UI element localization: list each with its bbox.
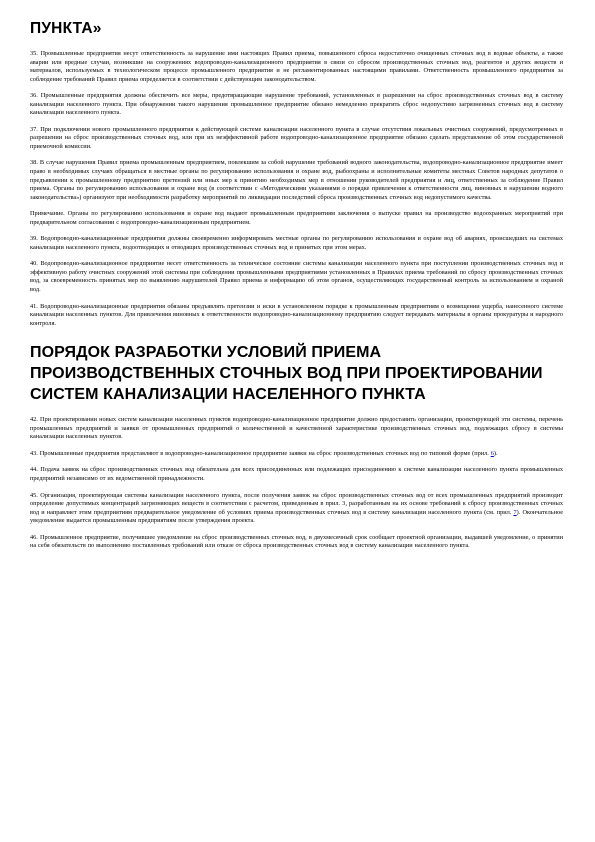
paragraph-43	[30, 450, 563, 459]
section-heading: ПОРЯДОК РАЗРАБОТКИ УСЛОВИЙ ПРИЕМА ПРОИЗВОДСТВЕННЫХ СТОЧНЫХ ВОД ПРИ ПРОЕКТИРОВАНИИ СИСТЕМ КАНАЛИЗАЦИИ НАСЕЛЕННОГО ПУНКТА	[30, 344, 543, 404]
paragraph-45-text: 45. Организация, проектирующая системы канализации населенного пункта, после получения заявок на сброс производственных сточных вод от всех промышленных предприятий производит определение допустимых концентраций загрязняющих веществ в соответствии с расчетом, приведенным в прил. 3, разработанным на их основе требований к сбросу производственных сточных вод и направляет этим предприятиям предварительное уведомление об условиях приема производственных сточных вод в систему канализации населенного пункта (см. прил.	[30, 491, 563, 516]
paragraph-46: 46. Промышленное предприятие, получившее уведомление на сброс производственных сточных вод, в двухмесячный срок сообщает проектной организации, выдавшей уведомление, о принятии на себя обязательств по выполнению поставленных требований или отказе от сброса производственных сточных вод в систему канализации населенного пункта.	[30, 533, 563, 550]
paragraph-44: 44. Подача заявок на сброс производственных сточных вод обязательна для всех присоединенных или подлежащих присоединению к системе канализации населенного пункта промышленных предприятий независимо от их ведомственной принадлежности.	[30, 466, 563, 482]
paragraph-43-end: ).	[493, 449, 498, 457]
paragraph-38: 38. В случае нарушения Правил приема промышленным предприятием, повлекшим за собой нарушение требований водного законодательства, водопроводно-канализационное предприятие имеет право в необходимых случаях обращаться в местные органы по регулированию использования и охране вод, рыбоохраны и исполнительные комитеты местных Советов народных депутатов о предъявлении к промышленному предприятию претензий или иных мер к принятию необходимых мер в отношении руководителей предприятия и лиц, ответственных за соблюдение Правил приема. Органы по регулированию использования и охране вод (в соответствии с «Методическими указаниями о порядке привлечения к ответственности лиц, виновных в нарушении водного законодательства») организуют при необходимости разработку мероприятий по ликвидации последствий сброса производственных сточных вод недопустимого качества.	[30, 159, 563, 201]
paragraph-45	[30, 492, 563, 526]
paragraph-37: 37. При подключении нового промышленного предприятия к действующей системе канализации населенного пункта в случае отсутствия локальных очистных сооружений, предусмотренных в разрешении на сброс производственных сточных вод, или при их неэффективной работе водопроводно-канализационное предприятие обязано сделать представление об этом государственной приемочной комиссии.	[30, 125, 563, 150]
paragraph-36: 36. Промышленные предприятия должны обеспечить все меры, предотвращающие нарушение требований, установленных в разрешении на сброс производственных сточных вод в систему канализации населенного пункта. При обнаружении такого нарушения промышленное предприятие обязано немедленно прекратить сброс недопустимо загрязненных сточных вод в систему канализации населенного пункта.	[30, 92, 563, 117]
paragraph-43-text: 43. Промышленные предприятия представляют в водопроводно-канализационное предприятие заявки на сброс производственных сточных вод по типовой форме (прил.	[30, 449, 491, 457]
page-heading: ПУНКТА»	[30, 20, 102, 37]
paragraph-45-end: ). Окончательное уведомление выдается промышленным предприятиям после утверждения проекта.	[30, 508, 563, 525]
paragraph-note: Примечание. Органы по регулированию использования и охране вод выдают промышленным предприятиям заключения о выпуске правил на производство водоохранных мероприятий при предварительном согласовании с водопроводно-канализационным предприятием.	[30, 210, 563, 226]
paragraph-40: 40. Водопроводно-канализационное предприятие несет ответственность за техническое состояние системы канализации населенного пункта при поступлении производственных сточных вод и эффективную работу очистных сооружений этой системы при соблюдении промышленными предприятиями установленных в Правилах приема требований по сбросу производственных сточных вод, за своевременность принятых мер по выявлению нарушителей Правил приема и информацию об этом органов, осуществляющих государственный контроль за использованием и охраной вод.	[30, 260, 563, 294]
paragraph-39: 39. Водопроводно-канализационные предприятия должны своевременно информировать местные органы по регулированию использования и охране вод об авариях, происшедших на системах канализации населенного пункта, водоотводящих и отводящих производственных сточных вод и принятых при этом мерах.	[30, 235, 563, 251]
appendix-7-link[interactable]: 7	[513, 508, 517, 516]
appendix-6-link[interactable]: 6	[490, 449, 494, 457]
paragraph-35: 35. Промышленные предприятия несут ответственность за нарушение ими настоящих Правил приема, повышенного сброса недостаточно очищенных сточных вод в водные объекты, а также аварии или вредные случаи, возникшие на сооружениях водопроводно-канализационного предприятия в связи со сбросом производственных сточных вод, реагентов и других веществ и материалов, используемых в технологическом процессе промышленного предприятия и не регламентированных настоящими правилами. Ответственность промышленного предприятия за соблюдение требований Правил приема определяется в соответствии с действующим законодательством.	[30, 50, 563, 83]
paragraph-41: 41. Водопроводно-канализационные предприятия обязаны предъявлять претензии и иски в установленном порядке к промышленным предприятиям о возмещении ущерба, нанесенного системе канализации населенных пунктов. Для привлечения виновных к ответственности водопроводно-канализационному предприятию следует передавать материалы в органы прокуратуры и народного контроля.	[30, 302, 563, 327]
paragraph-42: 42. При проектировании новых систем канализации населенных пунктов водопроводно-канализационное предприятие должно предоставить организации, проектирующей эти системы, перечень промышленных предприятий и заявки от промышленных предприятий о количественной и качественной характеристике производственных сточных вод, подлежащих сбросу в системы канализации населенных пунктов.	[30, 416, 563, 441]
